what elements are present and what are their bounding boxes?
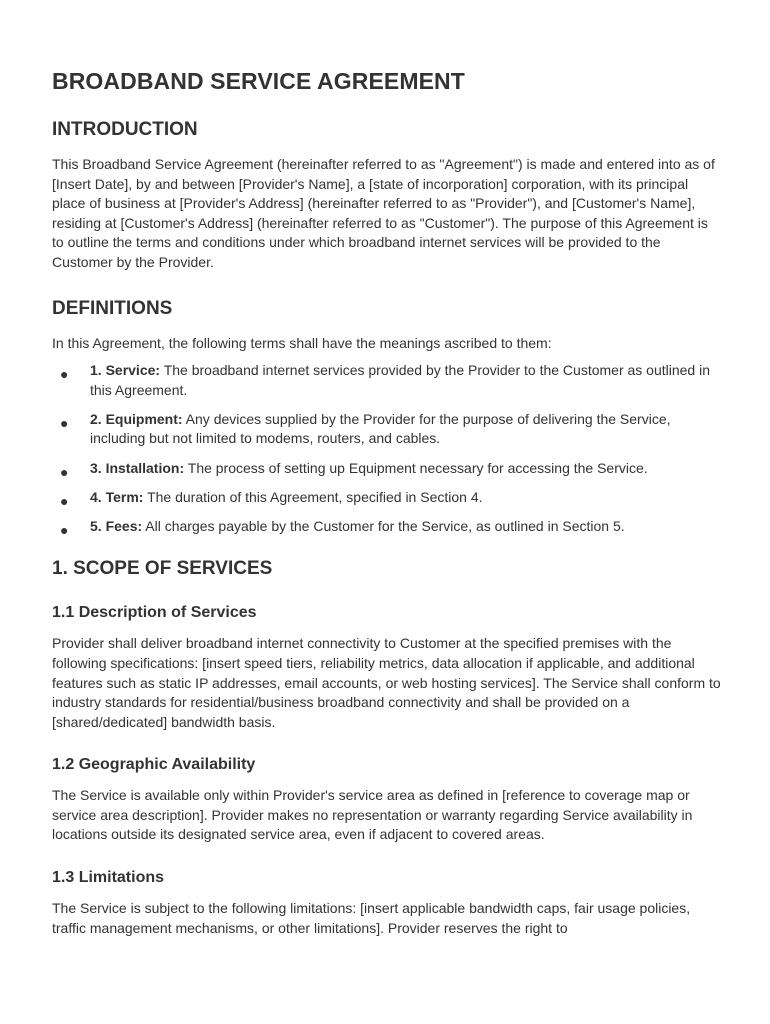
- subsection-text: Provider shall deliver broadband internet connectivity to Customer at the specified premises with the following specifications: [insert speed tiers, reliability metrics, data allocation if applicable, and additional features such as static IP addresses, email accounts, or web hosting services]. The Service shall conform to industry standards for residential/business broadband connectivity and shall be provided on a [shared/dedicated] bandwidth basis.: [52, 635, 721, 730]
- bullet-icon: ●: [60, 463, 69, 480]
- definition-term: 1. Service:: [90, 362, 161, 379]
- list-item: [52, 459, 722, 479]
- bullet-icon: ●: [60, 366, 69, 383]
- bullet-icon: ●: [60, 492, 69, 509]
- definition-text: All charges payable by the Customer for the Service, as outlined in Section 5.: [142, 517, 625, 534]
- subsection-1-2: [52, 756, 722, 845]
- list-item: [52, 361, 722, 400]
- subsection-text: The Service is subject to the following limitations: [insert applicable bandwidth caps, fair usage policies, traffic management mechanisms, or other limitations]. Provider reserves the right to: [52, 900, 691, 936]
- subsection-heading: 1.3 Limitations: [52, 869, 165, 887]
- subsection-text: The Service is available only within Provider's service area as defined in [reference to coverage map or service area description]. Provider makes no representation or warranty regarding Service availability in locations outside its designated service area, even if adjacent to covered areas.: [52, 787, 693, 843]
- subsection-1-1: [52, 604, 722, 732]
- scope-heading: 1. SCOPE OF SERVICES: [52, 558, 273, 580]
- definitions-section: [52, 298, 722, 537]
- subsection-1-3: [52, 869, 722, 938]
- definition-term: 4. Term:: [90, 488, 144, 505]
- definition-term: 2. Equipment:: [90, 410, 183, 427]
- list-item: [52, 517, 722, 537]
- definition-term: 5. Fees:: [90, 517, 143, 534]
- introduction-heading: INTRODUCTION: [52, 119, 198, 140]
- definitions-list: [52, 361, 722, 536]
- introduction-text: This Broadband Service Agreement (hereinafter referred to as "Agreement") is made and entered into as of [Insert Date], by and between [Provider's Name], a [state of incorporation] corporation, with its principal place of business at [Provider's Address] (hereinafter referred to as "Provider"), and [Customer's Name], residing at [Customer's Address] (hereinafter referred to as "Customer"). The purpose of this Agreement is to outline the terms and conditions under which broadband internet services will be provided to the Customer by the Provider.: [52, 156, 715, 270]
- document-title: BROADBAND SERVICE AGREEMENT: [52, 68, 465, 94]
- definition-term: 3. Installation:: [90, 459, 185, 476]
- subsection-heading: 1.2 Geographic Availability: [52, 756, 256, 774]
- bullet-icon: ●: [60, 521, 69, 538]
- list-item: [52, 488, 722, 508]
- definitions-heading: DEFINITIONS: [52, 297, 173, 319]
- introduction-section: [52, 119, 722, 273]
- subsection-heading: 1.1 Description of Services: [52, 604, 257, 622]
- definitions-intro: In this Agreement, the following terms shall have the meanings ascribed to them:: [52, 334, 552, 351]
- definition-text: Any devices supplied by the Provider for the purpose of delivering the Service, including but not limited to modems, routers, and cables.: [90, 410, 671, 447]
- definition-text: The duration of this Agreement, specified in Section 4.: [143, 488, 483, 505]
- bullet-icon: ●: [60, 414, 69, 431]
- scope-section: [52, 558, 722, 938]
- document-page: [52, 68, 722, 962]
- list-item: [52, 410, 722, 449]
- definition-text: The broadband internet services provided by the Provider to the Customer as outlined in this Agreement.: [90, 362, 711, 398]
- definition-text: The process of setting up Equipment necessary for accessing the Service.: [184, 459, 648, 476]
